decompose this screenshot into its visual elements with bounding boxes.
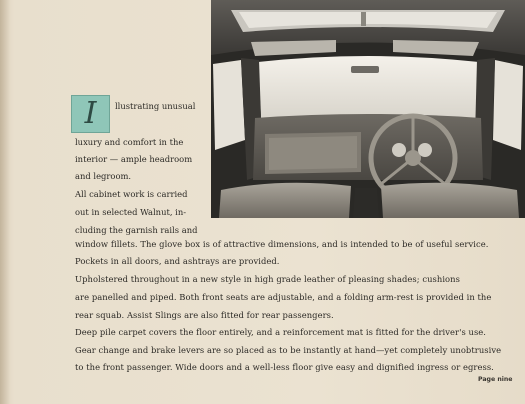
body-line-2: Pockets in all doors, and ashtrays are provided. [75, 256, 280, 266]
intro-line-6: out in selected Walnut, in- [75, 207, 187, 217]
page-number: Page nine [478, 376, 513, 383]
drop-cap-letter: I [71, 95, 110, 133]
interior-photo-illustration [211, 0, 525, 218]
body-line-3: Upholstered throughout in a new style in high grade leather of pleasing shades; cushions [75, 274, 460, 284]
intro-line-7: cluding the garnish rails and [75, 225, 198, 235]
car-interior-photo [211, 0, 525, 218]
body-line-8: to the front passenger. Wide doors and a well-less floor give easy and dignified ingress or egress. [75, 362, 494, 372]
body-line-5: rear squab. Assist Slings are also fitted for rear passengers. [75, 310, 334, 320]
body-line-7: Gear change and brake levers are so placed as to be instantly at hand—yet completely unobtrusive [75, 345, 502, 355]
body-line-4: are panelled and piped. Both front seats are adjustable, and a folding arm-rest is provided in the [75, 292, 492, 302]
body-line-6: Deep pile carpet covers the floor entirely, and a reinforcement mat is fitted for the driver's use. [75, 327, 487, 337]
intro-line-5: All cabinet work is carried [75, 189, 188, 199]
body-line-1: window fillets. The glove box is of attractive dimensions, and is intended to be of useful service. [75, 239, 489, 249]
intro-line-3: interior — ample headroom [75, 154, 193, 164]
intro-line-2: luxury and comfort in the [75, 137, 184, 147]
intro-line-1: llustrating unusual [115, 101, 196, 111]
intro-line-4: and legroom. [75, 171, 132, 181]
